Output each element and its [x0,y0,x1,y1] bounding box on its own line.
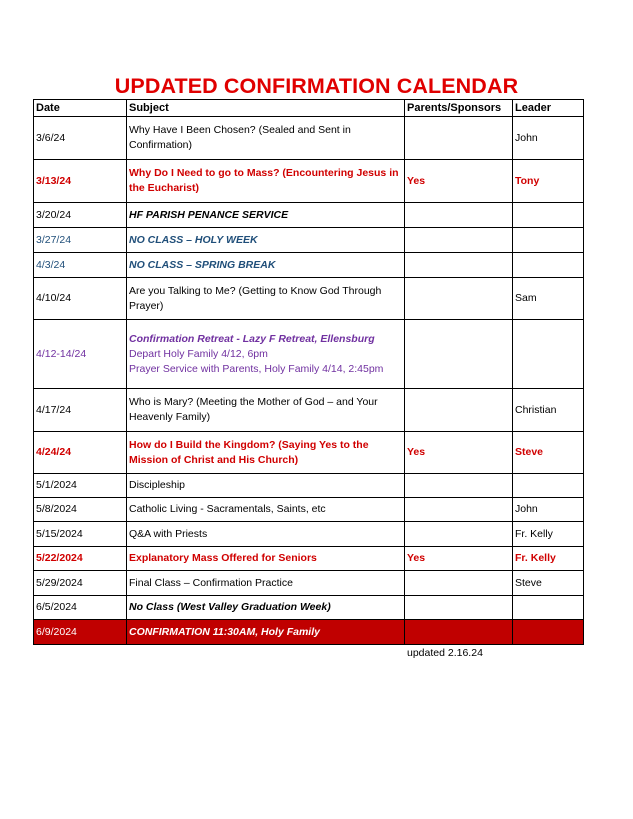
row-subject: Why Have I Been Chosen? (Sealed and Sent in Confirmation) [127,117,405,160]
row-date: 4/24/24 [34,432,127,474]
row-subject: Catholic Living - Sacramentals, Saints, etc [127,498,405,522]
row-parents [405,596,513,620]
row-date: 3/27/24 [34,228,127,253]
row-parents: Yes [405,432,513,474]
row-leader: John [513,498,584,522]
header-subject: Subject [127,100,405,117]
table-row [34,389,584,432]
header-leader: Leader [513,100,584,117]
row-leader [513,620,584,645]
table-row [34,596,584,620]
row-subject: Why Do I Need to go to Mass? (Encountering Jesus in the Eucharist) [127,160,405,203]
row-date: 6/9/2024 [34,620,127,645]
table-row-confirmation [34,620,584,645]
row-subject: Final Class – Confirmation Practice [127,571,405,596]
row-parents [405,253,513,278]
retreat-prayer-service: Prayer Service with Parents, Holy Family 4/14, 2:45pm [129,362,384,375]
row-date: 3/13/24 [34,160,127,203]
page-title: UPDATED CONFIRMATION CALENDAR [114,74,519,98]
row-leader [513,320,584,389]
row-parents [405,474,513,498]
row-leader: Sam [513,278,584,320]
row-leader: Tony [513,160,584,203]
row-subject: How do I Build the Kingdom? (Saying Yes to the Mission of Christ and His Church) [127,432,405,474]
row-subject: No Class (West Valley Graduation Week) [127,596,405,620]
header-date: Date [34,100,127,117]
row-parents [405,522,513,547]
header-row [34,100,584,117]
table-row [34,253,584,278]
retreat-title: Confirmation Retreat - Lazy F Retreat, Ellensburg [129,332,375,345]
row-subject: Explanatory Mass Offered for Seniors [127,547,405,571]
row-date: 5/15/2024 [34,522,127,547]
confirmation-calendar-table [33,99,584,645]
table-row [34,228,584,253]
updated-note: updated 2.16.24 [407,647,483,659]
row-parents [405,571,513,596]
table-row [34,278,584,320]
row-date: 6/5/2024 [34,596,127,620]
row-date: 3/6/24 [34,117,127,160]
row-leader: Steve [513,432,584,474]
row-leader: Christian [513,389,584,432]
row-date: 5/8/2024 [34,498,127,522]
row-parents [405,117,513,160]
row-leader [513,596,584,620]
row-parents [405,203,513,228]
row-date: 5/22/2024 [34,547,127,571]
row-parents [405,498,513,522]
row-leader: Fr. Kelly [513,522,584,547]
row-date: 5/1/2024 [34,474,127,498]
table-row [34,522,584,547]
row-leader [513,203,584,228]
table-row [34,498,584,522]
table-row [34,203,584,228]
retreat-departure: Depart Holy Family 4/12, 6pm [129,347,268,360]
header-parents-sponsors: Parents/Sponsors [405,100,513,117]
row-date: 3/20/24 [34,203,127,228]
row-parents: Yes [405,160,513,203]
row-parents [405,389,513,432]
row-subject: Are you Talking to Me? (Getting to Know God Through Prayer) [127,278,405,320]
row-leader [513,474,584,498]
row-subject: Who is Mary? (Meeting the Mother of God – and Your Heavenly Family) [127,389,405,432]
row-leader: John [513,117,584,160]
row-parents [405,278,513,320]
table-row [34,117,584,160]
row-subject: NO CLASS – SPRING BREAK [127,253,405,278]
row-date: 5/29/2024 [34,571,127,596]
row-subject: CONFIRMATION 11:30AM, Holy Family [127,620,405,645]
row-parents: Yes [405,547,513,571]
row-parents [405,228,513,253]
row-subject: HF PARISH PENANCE SERVICE [127,203,405,228]
table-row [34,320,584,389]
row-parents [405,320,513,389]
row-leader: Fr. Kelly [513,547,584,571]
row-date: 4/3/24 [34,253,127,278]
row-leader [513,253,584,278]
table-row [34,547,584,571]
table-row [34,160,584,203]
row-leader: Steve [513,571,584,596]
row-date: 4/10/24 [34,278,127,320]
row-leader [513,228,584,253]
table-row [34,474,584,498]
row-date: 4/12-14/24 [34,320,127,389]
row-subject: Q&A with Priests [127,522,405,547]
row-subject [127,320,405,389]
table-row [34,571,584,596]
row-subject: Discipleship [127,474,405,498]
row-date: 4/17/24 [34,389,127,432]
row-parents [405,620,513,645]
row-subject: NO CLASS – HOLY WEEK [127,228,405,253]
table-row [34,432,584,474]
